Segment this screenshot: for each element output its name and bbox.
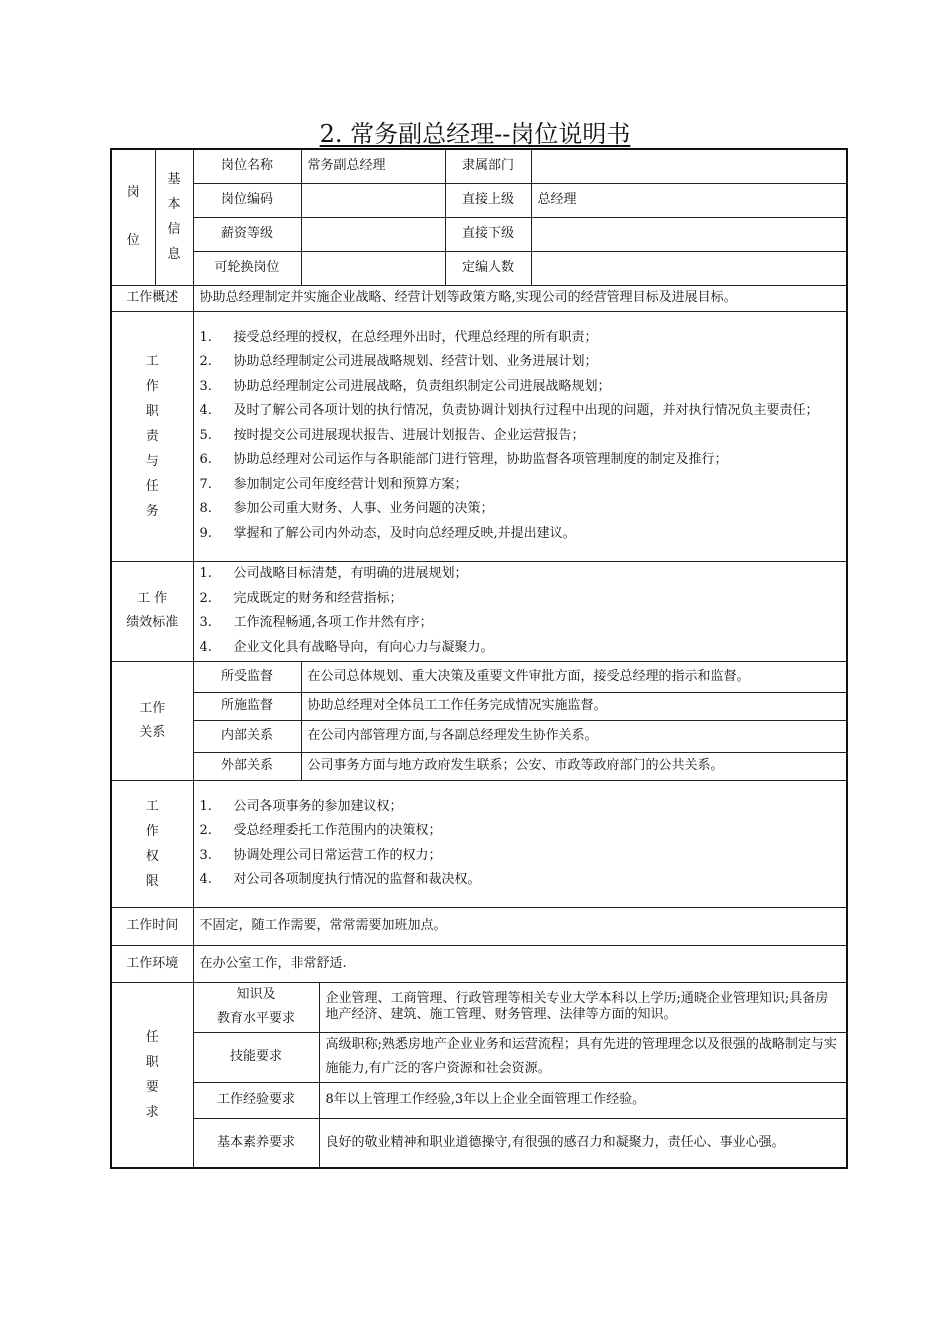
list-text: 及时了解公司各项计划的执行情况，负责协调计划执行过程中出现的问题，并对执行情况负主要责任； (233, 403, 819, 419)
requirement-key: 工作经验要求 (193, 1082, 319, 1118)
requirement-key (193, 982, 319, 1032)
list-text: 公司各项事务的参加建议权； (233, 798, 403, 814)
list-text: 完成既定的财务和经营指标； (233, 590, 403, 606)
relations-label-line: 工作 (139, 700, 166, 716)
vertical-label-text: 工 作 职 责 与 任 务 (145, 353, 159, 519)
field-label: 隶属部门 (445, 149, 531, 183)
list-item (200, 611, 841, 636)
basic-row (111, 183, 847, 217)
relation-key: 内部关系 (193, 720, 301, 752)
duties-list (193, 311, 847, 561)
overview-text: 协助总经理制定并实施企业战略、经营计划等政策方略,实现公司的经营管理目标及进展目标。 (193, 285, 847, 311)
list-number: 1. (199, 798, 212, 814)
relations-label-line: 关系 (139, 724, 166, 740)
list-number: 3. (199, 615, 212, 630)
list-text: 协调处理公司日常运营工作的权力； (233, 847, 442, 863)
list-text: 工作流程畅通,各项工作井然有序； (233, 615, 433, 630)
relation-key: 外部关系 (193, 752, 301, 780)
list-text: 公司战略目标清楚，有明确的进展规划； (233, 566, 468, 581)
relation-row (111, 692, 847, 720)
field-value (531, 149, 847, 183)
duties-row (111, 311, 847, 561)
overview-label: 工作概述 (111, 285, 193, 311)
vertical-label-text: 工 作 权 限 (145, 798, 159, 889)
list-text: 参加制定公司年度经营计划和预算方案； (233, 476, 468, 492)
basic-sub-label (155, 149, 193, 285)
list-number: 4. (199, 872, 212, 887)
relation-row (111, 720, 847, 752)
field-value (531, 217, 847, 251)
list-number: 4. (199, 639, 212, 655)
field-value (301, 217, 445, 251)
requirement-row (111, 1118, 847, 1168)
worktime-row (111, 907, 847, 945)
list-item (200, 424, 841, 449)
requirement-key: 技能要求 (193, 1032, 319, 1082)
list-text: 按时提交公司进展现状报告、进展计划报告、企业运营报告； (233, 427, 585, 443)
relation-value: 公司事务方面与地方政府发生联系；公安、市政等政府部门的公共关系。 (301, 752, 847, 780)
field-label: 薪资等级 (193, 217, 301, 251)
relations-label (111, 661, 193, 780)
requirement-row (111, 982, 847, 1032)
relation-key: 所施监督 (193, 692, 301, 720)
list-text: 协助总经理对公司运作与各职能部门进行管理，协助监督各项管理制度的制定及推行； (233, 452, 728, 468)
list-item (200, 868, 841, 893)
worktime-text: 不固定，随工作需要，常常需要加班加点。 (193, 907, 847, 945)
list-text: 企业文化具有战略导向，有向心力与凝聚力。 (233, 639, 494, 655)
authority-row (111, 780, 847, 907)
list-item (200, 473, 841, 498)
field-value: 常务副总经理 (301, 149, 445, 183)
requirement-value: 良好的敬业精神和职业道德操守,有很强的感召力和凝聚力，责任心、事业心强。 (319, 1118, 847, 1168)
vertical-label-text: 岗 位 (126, 185, 140, 249)
list-text: 协助总经理制定公司进展战略，负责组织制定公司进展战略规划； (233, 378, 611, 394)
requirement-row (111, 1032, 847, 1082)
requirement-row (111, 1082, 847, 1118)
vertical-label-text: 基 本 信 息 (167, 172, 181, 263)
list-number: 7. (199, 476, 212, 492)
authority-list (193, 780, 847, 907)
list-item (200, 819, 841, 844)
list-item (200, 562, 841, 587)
environment-text: 在办公室工作，非常舒适. (193, 945, 847, 982)
list-item (200, 326, 841, 351)
kpi-label-line: 工 作 (137, 591, 168, 606)
relation-value: 在公司总体规划、重大决策及重要文件审批方面，接受总经理的指示和监督。 (301, 661, 847, 692)
list-item (200, 844, 841, 869)
field-label: 可轮换岗位 (193, 251, 301, 285)
relation-row (111, 752, 847, 780)
kpi-label (111, 561, 193, 661)
basic-row (111, 251, 847, 285)
basic-row (111, 149, 847, 183)
page-title: 2. 常务副总经理--岗位说明书 (319, 120, 631, 148)
basic-row (111, 217, 847, 251)
list-number: 2. (199, 354, 212, 370)
vertical-label-text: 任 职 要 求 (145, 1029, 159, 1120)
list-number: 2. (199, 590, 212, 606)
list-item (200, 522, 841, 547)
overview-row (111, 285, 847, 311)
requirement-key: 基本素养要求 (193, 1118, 319, 1168)
requirement-key-line: 教育水平要求 (216, 1011, 295, 1026)
list-item (200, 448, 841, 473)
field-label: 直接下级 (445, 217, 531, 251)
list-number: 4. (199, 403, 212, 419)
relation-row (111, 661, 847, 692)
field-label: 直接上级 (445, 183, 531, 217)
field-label: 岗位名称 (193, 149, 301, 183)
environment-row (111, 945, 847, 982)
requirements-label (111, 982, 193, 1168)
list-number: 5. (199, 427, 212, 443)
field-value: 总经理 (531, 183, 847, 217)
list-text: 接受总经理的授权，在总经理外出时，代理总经理的所有职责； (233, 329, 598, 345)
field-value (301, 251, 445, 285)
list-number: 6. (199, 452, 212, 468)
list-number: 1. (199, 566, 212, 581)
environment-label: 工作环境 (111, 945, 193, 982)
list-text: 参加公司重大财务、人事、业务问题的决策； (233, 501, 494, 517)
relation-key: 所受监督 (193, 661, 301, 692)
requirement-value: 高级职称;熟悉房地产企业业务和运营流程；具有先进的管理理念以及很强的战略制定与实施能力,有广泛的客户资源和社会资源。 (319, 1032, 847, 1082)
field-value (531, 251, 847, 285)
field-label: 岗位编码 (193, 183, 301, 217)
list-number: 2. (199, 823, 212, 838)
requirement-value: 8年以上管理工作经验,3年以上企业全面管理工作经验。 (319, 1082, 847, 1118)
field-value (301, 183, 445, 217)
list-number: 3. (199, 847, 212, 863)
list-number: 9. (199, 525, 212, 541)
basic-group-label (111, 149, 155, 285)
job-description-table (110, 148, 848, 1169)
relation-value: 在公司内部管理方面,与各副总经理发生协作关系。 (301, 720, 847, 752)
list-item (200, 587, 841, 612)
list-text: 受总经理委托工作范围内的决策权； (233, 823, 442, 838)
list-text: 对公司各项制度执行情况的监督和裁决权。 (233, 872, 481, 887)
authority-label (111, 780, 193, 907)
list-item (200, 497, 841, 522)
requirement-key-line: 知识及 (236, 987, 276, 1002)
list-item (200, 375, 841, 400)
requirement-value: 企业管理、工商管理、行政管理等相关专业大学本科以上学历;通晓企业管理知识;具备房地产经济、建筑、施工管理、财务管理、法律等方面的知识。 (319, 982, 847, 1032)
list-item (200, 795, 841, 820)
list-text: 协助总经理制定公司进展战略规划、经营计划、业务进展计划； (233, 354, 598, 370)
kpi-row (111, 561, 847, 661)
relation-value: 协助总经理对全体员工工作任务完成情况实施监督。 (301, 692, 847, 720)
list-item (200, 399, 841, 424)
kpi-label-line: 绩效标准 (126, 615, 179, 630)
worktime-label: 工作时间 (111, 907, 193, 945)
list-text: 掌握和了解公司内外动态，及时向总经理反映,并提出建议。 (233, 525, 576, 541)
list-item (200, 636, 841, 661)
duties-label (111, 311, 193, 561)
list-number: 8. (199, 501, 212, 517)
list-number: 1. (199, 329, 212, 345)
list-number: 3. (199, 378, 212, 394)
list-item (200, 350, 841, 375)
kpi-list (193, 561, 847, 661)
field-label: 定编人数 (445, 251, 531, 285)
